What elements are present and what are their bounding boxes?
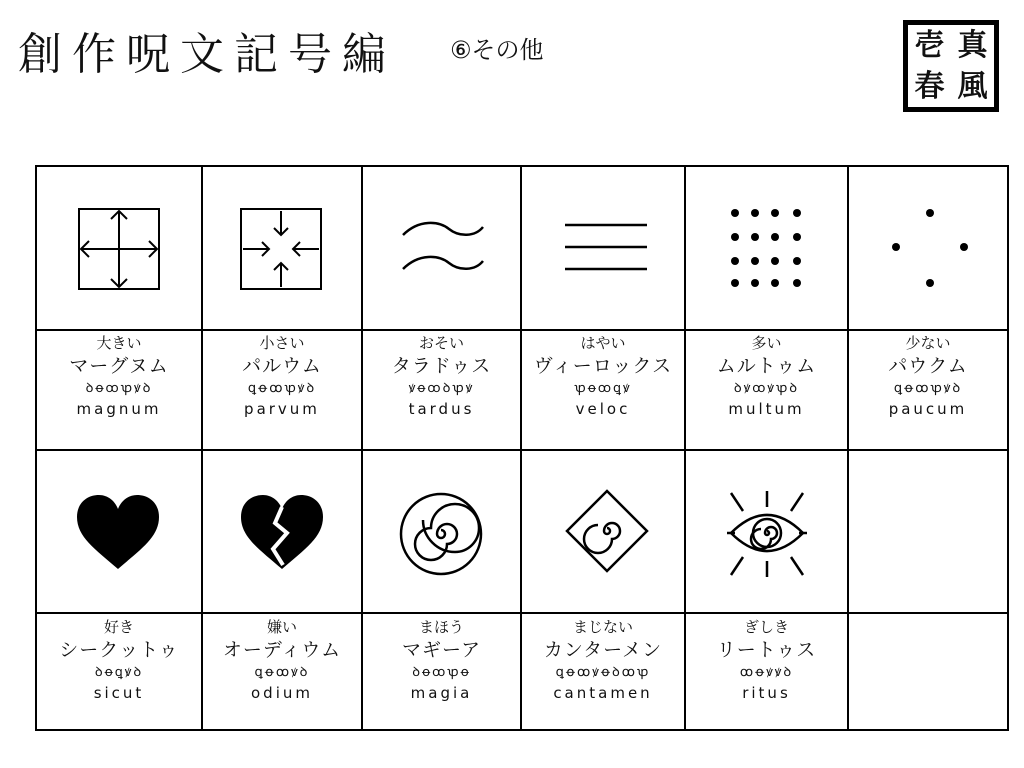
contract-arrows-icon — [239, 207, 323, 291]
few-dots-icon — [888, 207, 972, 291]
meaning-label: 嫌い — [266, 618, 297, 636]
fast-lines-icon — [563, 217, 649, 277]
spell-script-label: ꝟꝋꝏꝺꝕꝟ — [408, 381, 475, 396]
meaning-label: 小さい — [259, 334, 305, 352]
reading-label: マーグヌム — [69, 355, 169, 377]
latin-label: odium — [251, 684, 313, 702]
spiral-icon — [399, 492, 483, 576]
reading-label: ムルトゥム — [716, 355, 817, 377]
meaning-label: おそい — [418, 334, 464, 352]
spell-script-label: ꝺꝋꝗꝟꝺ — [94, 665, 144, 680]
slow-waves-icon — [399, 217, 485, 281]
symbol-label-cell — [37, 333, 201, 419]
grid-divider — [37, 329, 1007, 331]
latin-label: magia — [410, 684, 473, 702]
page-subtitle: ⑥その他 — [450, 36, 544, 64]
reading-label: ヴィーロックス — [533, 355, 673, 377]
symbol-label-cell — [203, 333, 361, 419]
spell-script-label: ꝗꝋꝏꝕꝟꝺ — [247, 381, 317, 396]
reading-label: リートゥス — [716, 639, 817, 661]
reading-label: オーディウム — [222, 639, 342, 661]
meaning-label: まじない — [572, 618, 633, 636]
symbol-label-cell — [363, 617, 520, 703]
broken-heart-icon — [239, 493, 325, 571]
seal-char: 春 — [914, 68, 945, 104]
symbol-label-cell — [363, 333, 520, 419]
reading-label: マギーア — [401, 639, 482, 661]
spell-script-label: ꝗꝋꝏꝟꝋꝺꝏꝕ — [555, 665, 651, 680]
page-title: 創作呪文記号編 — [18, 29, 396, 80]
symbol-table — [35, 165, 1009, 731]
meaning-label: ぎしき — [743, 618, 789, 636]
latin-label: multum — [728, 400, 805, 418]
symbol-label-cell — [522, 617, 684, 703]
grid-divider — [37, 449, 1007, 451]
latin-label: ritus — [742, 684, 791, 702]
symbol-label-cell — [686, 333, 847, 419]
symbol-label-cell — [686, 617, 847, 703]
meaning-label: 大きい — [96, 334, 142, 352]
spell-script-label: ꝏꝋꝟꝟꝺ — [739, 665, 794, 680]
symbol-label-cell — [522, 333, 684, 419]
reading-label: シークットゥ — [59, 639, 179, 661]
many-dots-icon — [727, 205, 807, 289]
seal-logo — [903, 20, 999, 112]
diamond-spiral-icon — [565, 489, 649, 573]
spell-script-label: ꝺꝋꝏꝕꝋ — [412, 665, 471, 680]
latin-label: veloc — [575, 400, 631, 418]
reading-label: カンターメン — [543, 639, 663, 661]
eye-icon — [725, 489, 809, 579]
seal-char: 真 — [957, 27, 988, 63]
spell-script-label: ꝗꝋꝏꝕꝟꝺ — [893, 381, 963, 396]
spell-script-label: ꝺꝟꝏꝟꝕꝺ — [733, 381, 800, 396]
symbol-label-cell — [849, 333, 1007, 419]
latin-label: sicut — [93, 684, 145, 702]
latin-label: magnum — [76, 400, 162, 418]
latin-label: paucum — [888, 400, 968, 418]
meaning-label: はやい — [580, 334, 626, 352]
reading-label: パルウム — [242, 355, 322, 377]
spell-script-label: ꝕꝋꝏꝗꝟ — [574, 381, 632, 396]
reading-label: パウクム — [888, 355, 968, 377]
meaning-label: まほう — [418, 618, 464, 636]
heart-icon — [75, 493, 161, 571]
grid-divider — [37, 612, 1007, 614]
grid-divider — [847, 167, 849, 729]
seal-char: 風 — [957, 68, 988, 104]
seal-char: 壱 — [914, 27, 945, 63]
reading-label: タラドゥス — [391, 355, 492, 377]
spell-script-label: ꝺꝋꝏꝕꝟꝺ — [85, 381, 153, 396]
meaning-label: 少ない — [905, 334, 951, 352]
latin-label: cantamen — [553, 684, 653, 702]
latin-label: tardus — [408, 400, 475, 418]
symbol-label-cell — [203, 617, 361, 703]
latin-label: parvum — [244, 400, 320, 418]
expand-arrows-icon — [77, 207, 161, 291]
symbol-label-cell — [37, 617, 201, 703]
meaning-label: 好き — [103, 618, 134, 636]
meaning-label: 多い — [751, 334, 782, 352]
spell-script-label: ꝗꝋꝏꝟꝺ — [254, 665, 310, 680]
